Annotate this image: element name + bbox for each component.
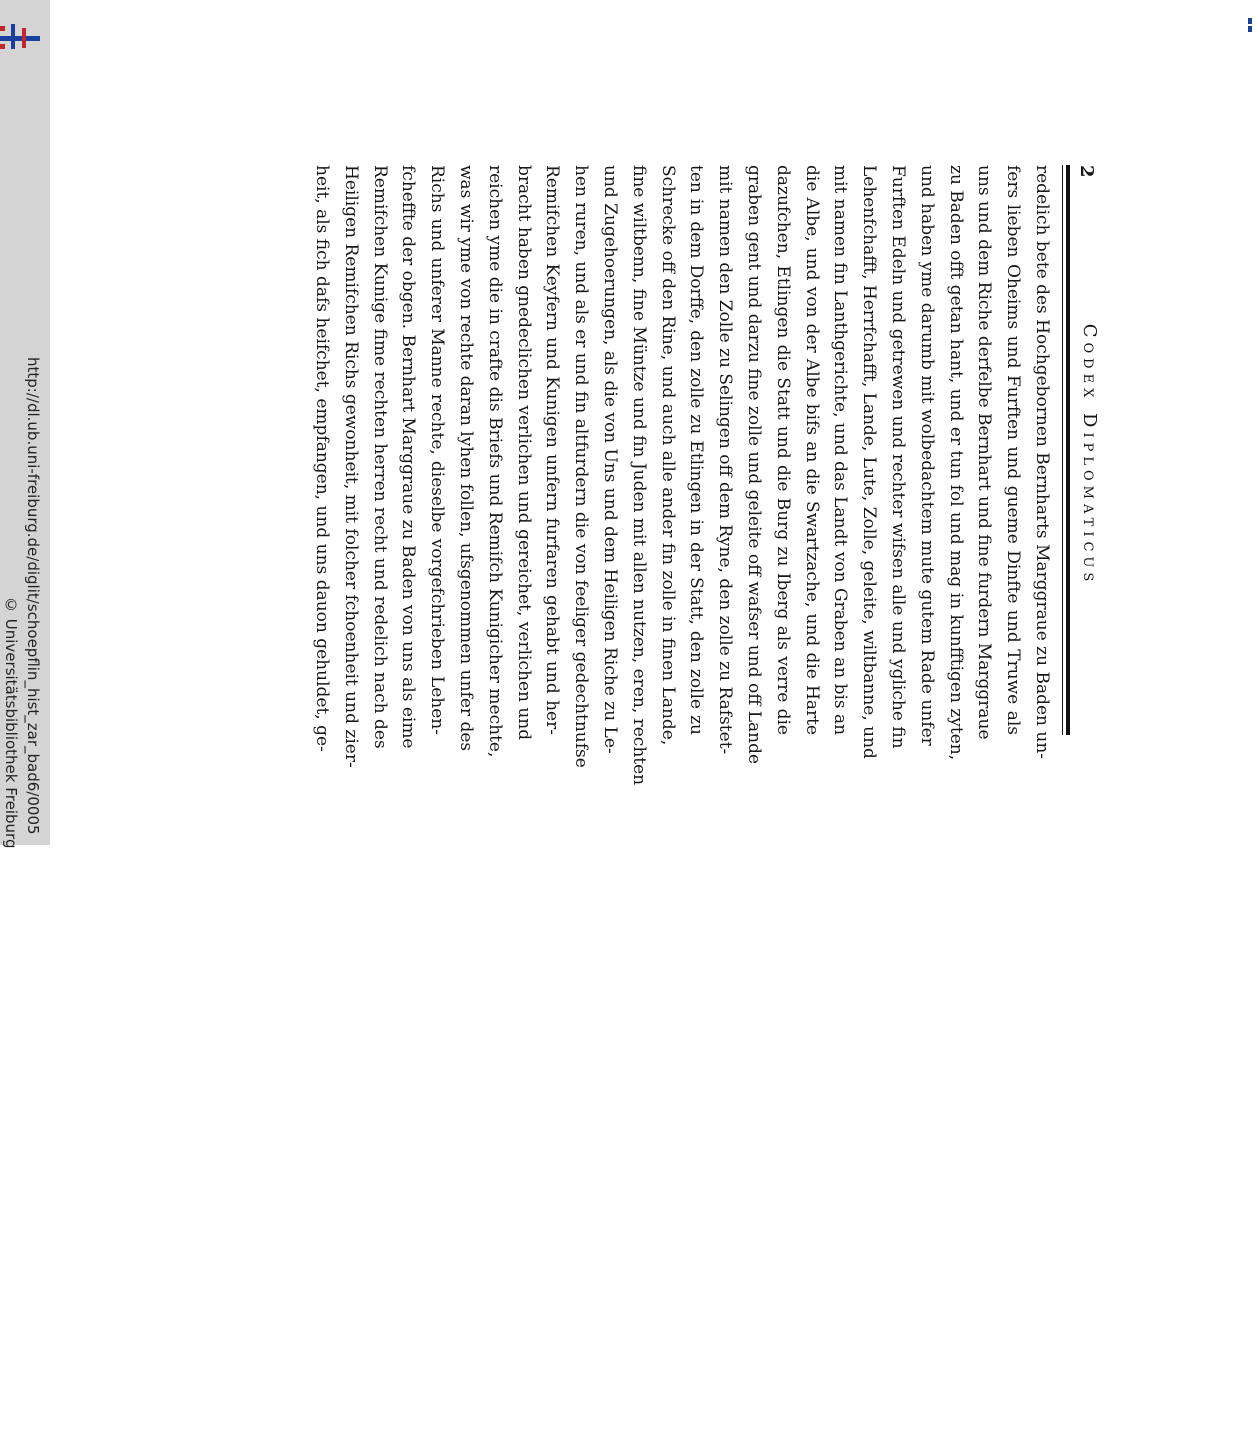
text-line: bracht haben gnedeclichen verlichen und gereichet, verlichen und [513,165,534,741]
page-number: 2 [1076,165,1097,178]
source-url[interactable]: http://dl.ub.uni-freiburg.de/diglit/schoepflin_hist_zar_bad6/0005 [24,357,42,835]
running-title: Codex Diplomaticus [1079,323,1100,587]
text-line: zu Baden offt getan hant, und er tun fol und mag in kunfftigen zyten, [945,165,966,761]
text-line: heit, als fich dafs heifchet, empfangen, und uns dauon gehuldet, ge- [312,165,333,752]
text-line: ten in dem Dorffe, den zolle zu Etlingen in der Statt, den zolle zu [686,165,707,735]
text-line: mit namen den Zolle zu Selingen off dem Ryne, den zolle zu Rafstet- [715,165,736,755]
text-line: Lehenfchafft, Herrfchafft, Lande, Lute, Zolle, geleite, wiltbanne, und [859,165,880,759]
text-line: mit namen fin Lanthgerichte, und das Landt von Graben an bis an [830,165,851,736]
copyright-notice: © Universitätsbibliothek Freiburg [2,596,20,849]
text-line: reichen yme die in crafte dis Briefs und Remifch Kunigicher mechte, [484,165,505,758]
text-line: fers lieben Oheims und Furften und gueme Dinfte und Truwe als [1003,165,1024,735]
text-line: Remifchen Keyfern und Kunigen unfern furfaren gehabt und her- [542,165,563,735]
text-line: uns und dem Riche derfelbe Bernhart und fine furdern Marggraue [974,165,995,740]
scanned-page [290,165,1100,786]
text-line: hen ruren, und als er und fin altfurdern die von feeliger gedechtnufse [571,165,592,768]
header-rule-thick [1066,165,1070,735]
page-body-text [307,165,1056,786]
text-line: und haben yme darumb mit wolbedachtem mute gutem Rade unfer [916,165,937,746]
text-line: Heiligen Remifchen Richs gewonheit, mit folcher fchoenheit und zier- [340,165,361,768]
text-line: graben gent und darzu fine zolle und geleite off wafser und off Lande [744,165,765,765]
viewer-side-strip [0,0,50,849]
text-line: redelich bete des Hochgebornen Bernharts Marggraue zu Baden un- [1032,165,1052,760]
text-line: was wir yme von rechte daran lyhen follen, ufsgenommen unfer des [456,165,477,752]
text-line: Schrecke off den Rine, und auch alle ander fin zolle in finen Lande, [657,165,678,746]
text-line: die Albe, und von der Albe bifs an die Swartzache, und die Harte [801,165,822,735]
text-line: fine wiltbenn, fine Müntze und fin Juden mit allen nutzen, eren, rechten [628,165,649,786]
text-line: und Zugehoerungen, als die von Uns und dem Heiligen Riche zu Le- [600,165,621,754]
text-line: dazufchen, Etlingen die Statt und die Burg zu Iberg als verre die [772,165,793,735]
header-rule-thin [1062,165,1063,735]
text-line: Furften Edeln und getrewen und rechter wifsen alle und ygliche fin [888,165,909,749]
text-line: Remifchen Kunige fime rechten herren recht und redelich nach des [369,165,390,749]
page-header [1060,165,1100,735]
text-line: Richs und unferer Manne rechte, dieselbe vorgefchrieben Lehen- [427,165,448,735]
right-edge-marker-icon [1248,18,1252,36]
text-line: fcheffte der obgen. Bernhart Marggraue zu Baden von uns als eime [398,165,419,749]
